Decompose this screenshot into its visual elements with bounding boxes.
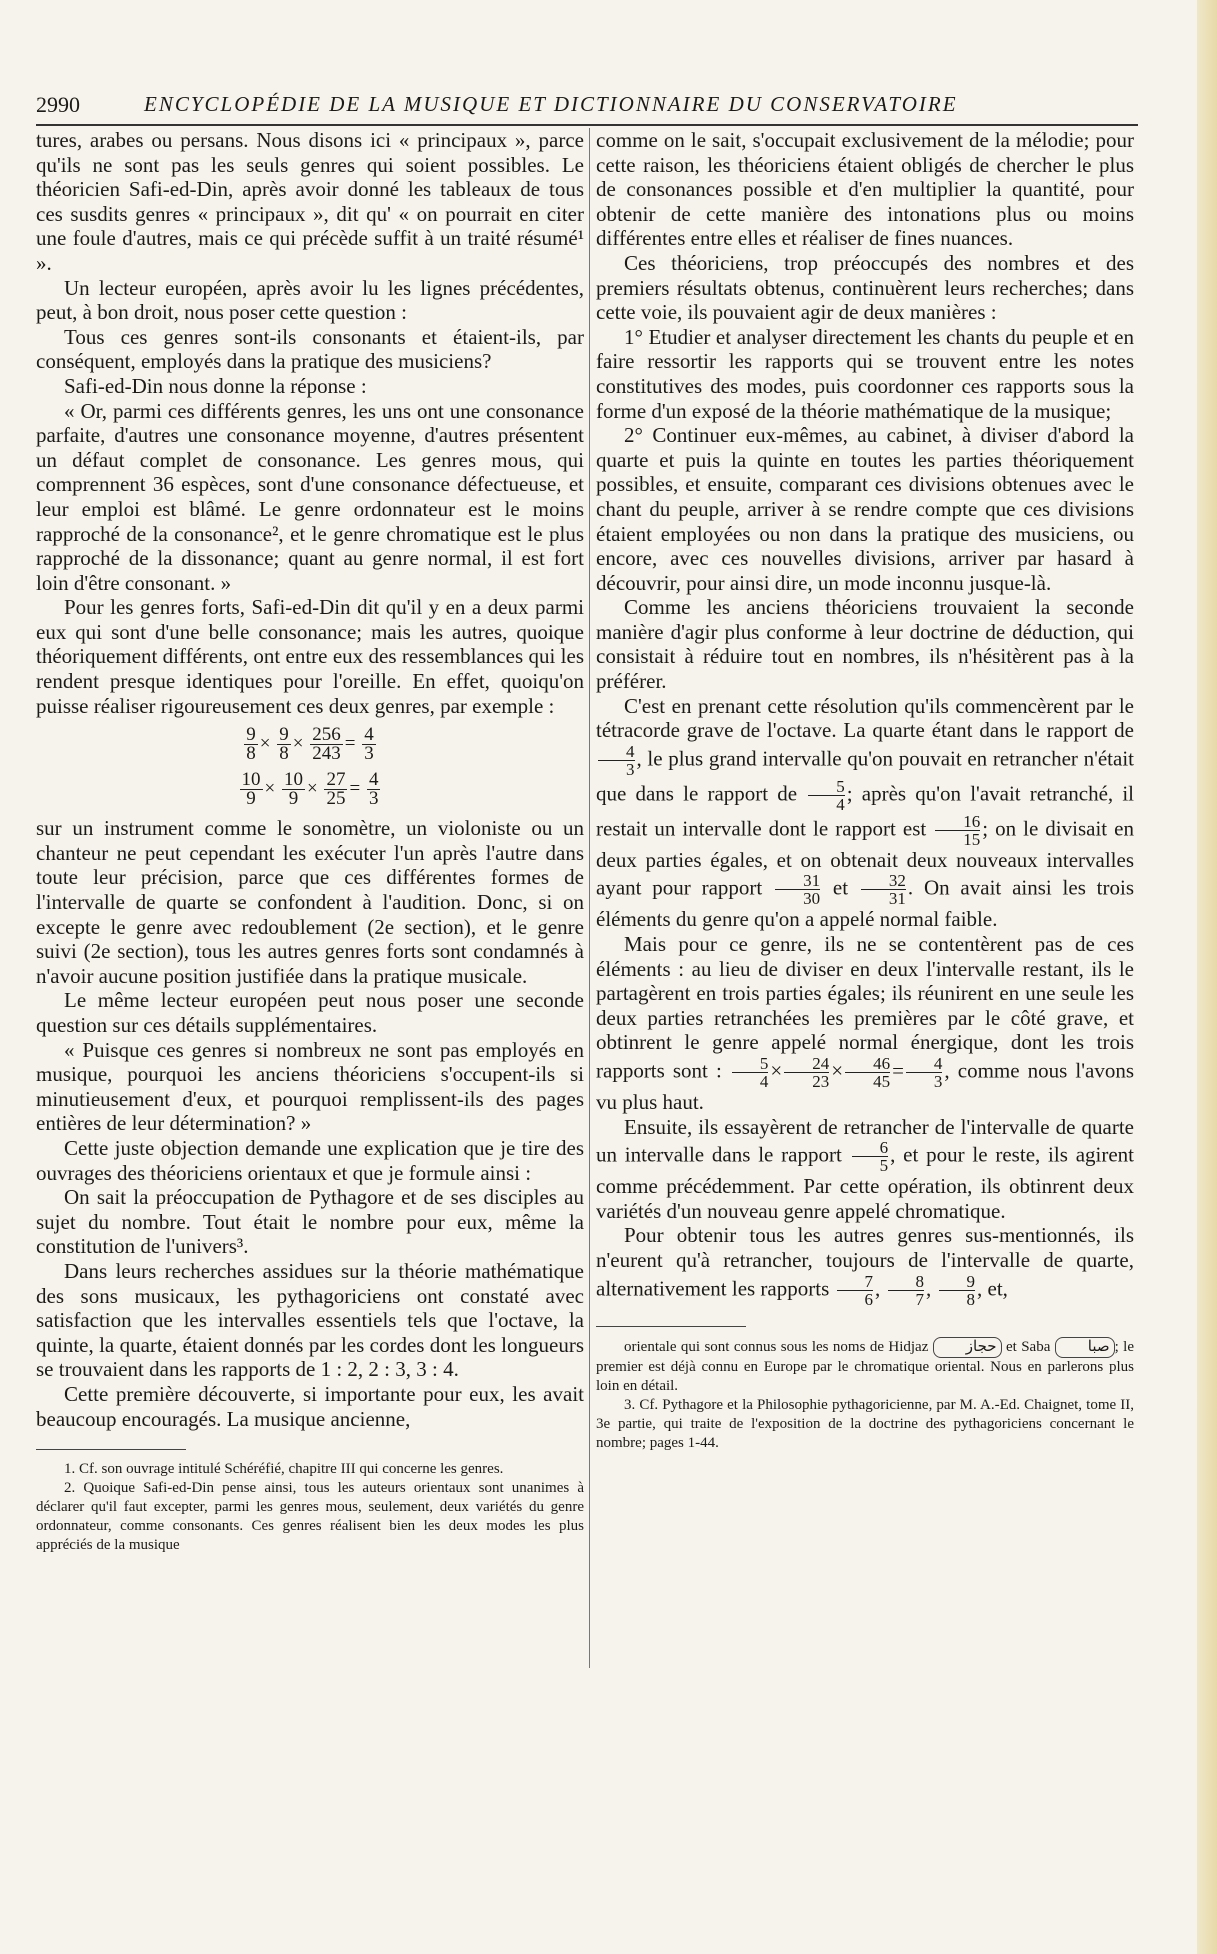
- footnote-2-continued: orientale qui sont connus sous les noms de Hidjaz حجاز et Saba صبا ; le premier est déjà connu en Europe par le chromatique oriental. Nous en parlerons plus loin en détail.: [596, 1338, 1135, 1394]
- fraction: $\frac{32}{31}$: [861, 872, 906, 907]
- paragraph: comme on le sait, s'occupait exclusivement de la mélodie; pour cette raison, les théoriciens étaient obligés de chercher le plus de consonances possible et d'en multiplier la quantité, pour obtenir de cette manière des intonations plus ou moins différentes entre elles et réaliser de fines nuances.: [596, 128, 1134, 251]
- footnote-rule: [596, 1326, 746, 1327]
- fraction: $\frac{7}{6}$: [837, 1273, 874, 1308]
- paragraph: Tous ces genres sont-ils consonants et étaient-ils, par conséquent, employés dans la pratique des musiciens?: [36, 324, 584, 374]
- paragraph: « Puisque ces genres si nombreux ne sont pas employés en musique, pourquoi les anciens théoriciens s'occupent-ils si minutieusement d'eux, et pourquoi remplissent-ils des pages entières de leur détermination? »: [36, 1037, 584, 1136]
- equation-1: $\frac{9}{8}$ × $\frac{9}{8}$ × $\frac{256}{243}$ = $\frac{4}{3}$: [246, 724, 374, 765]
- page-header: [36, 92, 1091, 120]
- footnote-3: 3. Cf. Pythagore et la Philosophie pythagoricienne, par M. A.-Ed. Chaignet, tome II, 3e partie, qui traite de l'exposition de la doctrine des pythagoriciens concernant le nombre; pages 1-44.: [596, 1396, 1134, 1451]
- paragraph: sur un instrument comme le sonomètre, un violoniste ou un chanteur ne peut cependant les exécuter l'un après l'autre dans toute leur précision, parce que ces différentes formes de l'intervalle de quarte se confondent à l'audition. Donc, si on excepte le genre avec redoublement (2e section), et le genre suivi (2e section), tous les autres genres forts sont condamnés à n'avoir aucune position justifiée dans la pratique musicale.: [36, 816, 584, 988]
- paragraph-with-fractions: C'est en prenant cette résolution qu'ils commencèrent par le tétracorde grave de l'octave. La quarte étant dans le rapport de $\frac{4}{3}$ , le plus grand intervalle qu'on pouvait en retrancher n'était que dans le rapport de $\frac{5}{4}$ ; après qu'on l'avait retranché, il restait un intervalle dont le rapport est $\frac{16}{15}$ ; on le divisait en deux parties égales, et on obtenait deux nouveaux intervalles ayant pour rapport $\frac{31}{30}$ et $\frac{32}{31}$ . On avait ainsi les trois éléments du genre qu'on a appelé normal faible.: [596, 693, 1135, 932]
- arabic-term: صبا: [1055, 1337, 1115, 1358]
- paragraph: 1° Etudier et analyser directement les chants du peuple et en faire ressortir les rapports qui se trouvent entre les notes constitutives des modes, puis coordonner ces rapports sous la forme d'un exposé de la théorie mathématique de la musique;: [596, 324, 1134, 423]
- paragraph-with-equation: Mais pour ce genre, ils ne se contentèrent pas de ces éléments : au lieu de diviser en deux l'intervalle restant, ils le partagèrent en trois parties égales; ils réunirent en une seule les deux parties retranchées les premières par le côté grave, et obtinrent le genre appelé normal énergique, dont les trois rapports sont : $\frac{5}{4}$ × $\frac{24}{23}$ × $\frac{46}{45}$ = $\frac{4}{3}$ , comme nous l'avons vu plus haut.: [596, 932, 1134, 1114]
- fraction: $\frac{16}{15}$: [935, 813, 980, 848]
- page-number: 2990: [36, 92, 80, 117]
- paragraph: Comme les anciens théoriciens trouvaient la seconde manière d'agir plus conforme à leur doctrine de déduction, qui consistait à réduire tout en nombres, ils n'hésitèrent pas à la préférer.: [596, 595, 1134, 694]
- equation-2: $\frac{10}{9}$ × $\frac{10}{9}$ × $\frac{27}{25}$ = $\frac{4}{3}$: [241, 769, 379, 810]
- fraction: $\frac{9}{8}$: [939, 1273, 976, 1308]
- paragraph: On sait la préoccupation de Pythagore et de ses disciples au sujet du nombre. Tout était le nombre pour eux, même la constitution de l'univers³.: [36, 1185, 584, 1259]
- footnote-2: 2. Quoique Safi-ed-Din pense ainsi, tous les auteurs orientaux sont unanimes à déclarer qu'il faut excepter, parmi les genres mous, seulement, deux variétés du genre ordonnateur, comme consonants. Ces genres réalisent bien les deux modes les plus appréciés de la musique: [36, 1480, 584, 1554]
- fraction: $\frac{4}{3}$: [598, 743, 635, 778]
- paragraph: Cette juste objection demande une explication que je tire des ouvrages des théoriciens orientaux et que je formule ainsi :: [36, 1135, 584, 1185]
- header-rule: [36, 124, 1138, 126]
- paragraph-with-fractions: Ensuite, ils essayèrent de retrancher de l'intervalle de quarte un intervalle dans le rapport $\frac{6}{5}$ , et pour le reste, ils agirent comme précédemment. Par cette opération, ils obtinrent deux variétés d'un nouveau genre appelé chromatique.: [596, 1114, 1135, 1223]
- paragraph: Cette première découverte, si importante pour eux, les avait beaucoup encouragés. La musique ancienne,: [36, 1381, 584, 1431]
- left-column: [36, 128, 584, 1555]
- paragraph: « Or, parmi ces différents genres, les uns ont une consonance parfaite, d'autres une consonance moyenne, d'autres présentent un défaut complet de consonance. Les genres mous, qui comprennent 36 espèces, sont d'une consonance défectueuse, et leur emploi est blâmé. Le genre ordonnateur est le moins rapproché de la consonance², et le genre chromatique est le plus rapproché de la dissonance; quant au genre normal, il est fort loin d'être consonant. »: [36, 398, 584, 595]
- footnote-rule: [36, 1449, 186, 1450]
- paragraph: 2° Continuer eux-mêmes, au cabinet, à diviser d'abord la quarte et puis la quinte en toutes les parties théoriquement possibles, et ensuite, comparant ces divisions obtenues avec le chant du peuple, arriver à se rendre compte que ces divisions étaient employées ou non dans la pratique des musiciens, ou encore, avec ces nouvelles divisions, arriver par hasard à découvrir, pour ainsi dire, un mode inconnu jusque-là.: [596, 423, 1134, 595]
- paragraph: Le même lecteur européen peut nous poser une seconde question sur ces détails supplémentaires.: [36, 988, 584, 1037]
- paragraph: tures, arabes ou persans. Nous disons ici « principaux », parce qu'ils ne sont pas les seuls genres qui soient possibles. Le théoricien Safi-ed-Din, après avoir donné les tableaux de tous ces susdits genres « principaux », dit qu' « on pourrait en citer une foule d'autres, mais ce qui précède suffit à un traité résumé¹ ».: [36, 128, 584, 275]
- running-title: ENCYCLOPÉDIE DE LA MUSIQUE ET DICTIONNAIRE DU CONSERVATOIRE: [144, 92, 958, 116]
- fraction: $\frac{31}{30}$: [775, 872, 820, 907]
- page-binding-edge: [1197, 0, 1217, 1954]
- right-column: [596, 128, 1134, 1453]
- paragraph: Dans leurs recherches assidues sur la théorie mathématique des sons musicaux, les pythagoriciens ont constaté avec satisfaction que les intervalles essentiels tels que l'octave, la quinte, la quarte, étaient donnés par les cordes dont les longueurs se trouvaient dans les rapports de 1 : 2, 2 : 3, 3 : 4.: [36, 1258, 584, 1382]
- column-divider: [589, 128, 590, 1668]
- arabic-term: حجاز: [933, 1337, 1002, 1358]
- fraction: $\frac{6}{5}$: [852, 1139, 889, 1174]
- fraction: $\frac{8}{7}$: [888, 1273, 925, 1308]
- paragraph: Ces théoriciens, trop préoccupés des nombres et des premiers résultats obtenus, continuèrent leurs recherches; dans cette voie, ils pouvaient agir de deux manières :: [596, 250, 1134, 325]
- paragraph: Pour les genres forts, Safi-ed-Din dit qu'il y en a deux parmi eux qui sont d'une belle consonance; mais les autres, quoique théoriquement différents, ont entre eux des ressemblances qui les rendent presque identiques pour l'oreille. En effet, quoiqu'on puisse réaliser rigoureusement ces deux genres, par exemple :: [36, 595, 584, 718]
- paragraph-with-fractions: Pour obtenir tous les autres genres sus-mentionnés, ils n'eurent qu'à retrancher, toujours de l'intervalle de quarte, alternativement les rapports $\frac{7}{6}$ , $\frac{8}{7}$ , $\frac{9}{8}$ , et,: [596, 1223, 1134, 1309]
- footnote-1: 1. Cf. son ouvrage intitulé Schéréfié, chapitre III qui concerne les genres.: [64, 1461, 504, 1478]
- paragraph: Un lecteur européen, après avoir lu les lignes précédentes, peut, à bon droit, nous poser cette question :: [36, 275, 584, 325]
- fraction: $\frac{5}{4}$: [808, 778, 845, 813]
- paragraph: Safi-ed-Din nous donne la réponse :: [64, 373, 367, 398]
